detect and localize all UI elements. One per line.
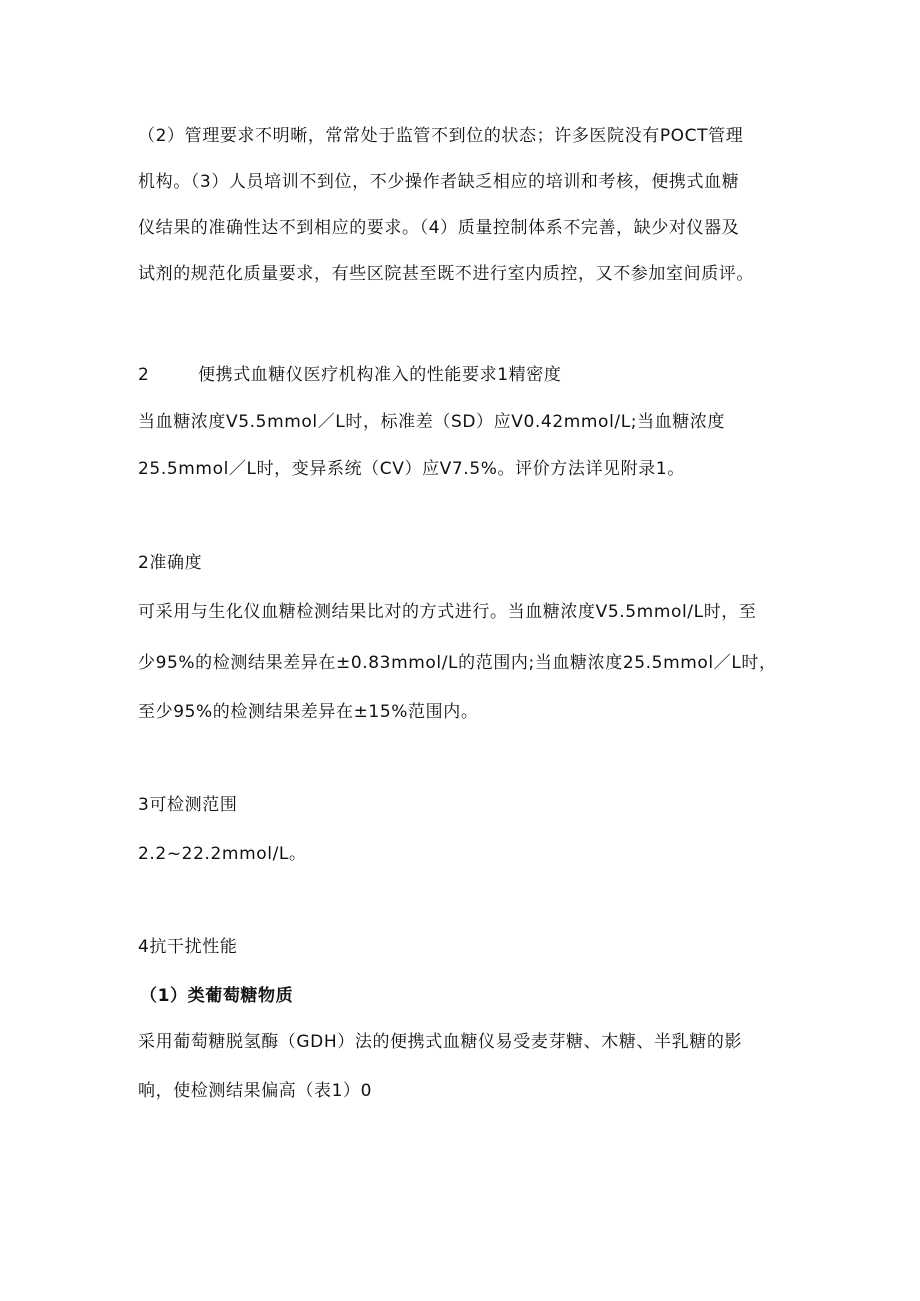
interference-line-2: 响，使检测结果偏高（表1）0 <box>138 1081 373 1101</box>
accuracy-line-3: 至少95%的检测结果差异在±15%范围内。 <box>138 702 479 722</box>
precision-line-1: 当血糖浓度V5.5mmol／L时，标准差（SD）应V0.42mmol/L;当血糖浓度 <box>138 412 726 432</box>
section2-number: 2 <box>138 365 150 385</box>
intro-line-4: 试剂的规范化质量要求，有些区院甚至既不进行室内质控，又不参加室间质评。 <box>138 264 754 284</box>
range-value: 2.2~22.2mmol/L。 <box>138 844 307 864</box>
precision-line-2: 25.5mmol／L时，变异系统（CV）应V7.5%。评价方法详见附录1。 <box>138 459 685 479</box>
intro-line-2: 机构。（3）人员培训不到位，不少操作者缺乏相应的培训和考核，便携式血糖 <box>138 172 740 192</box>
accuracy-line-2: 少95%的检测结果差异在±0.83mmol/L的范围内;当血糖浓度25.5mmol／L时， <box>138 653 777 673</box>
interference-subtitle: （1）类葡萄糖物质 <box>140 986 294 1006</box>
range-title: 3可检测范围 <box>138 795 238 815</box>
section2-title: 便携式血糖仪医疗机构准入的性能要求1精密度 <box>198 365 562 385</box>
section2-heading <box>138 363 561 387</box>
intro-line-3: 仪结果的准确性达不到相应的要求。（4）质量控制体系不完善，缺少对仪器及 <box>138 218 740 238</box>
interference-line-1: 采用葡萄糖脱氢酶（GDH）法的便携式血糖仪易受麦芽糖、木糖、半乳糖的影 <box>138 1032 743 1052</box>
interference-title: 4抗干扰性能 <box>138 937 238 957</box>
accuracy-line-1: 可采用与生化仪血糖检测结果比对的方式进行。当血糖浓度V5.5mmol/L时，至 <box>138 602 757 622</box>
accuracy-title: 2准确度 <box>138 553 203 573</box>
intro-line-1: （2）管理要求不明晰，常常处于监管不到位的状态；许多医院没有POCT管理 <box>138 126 744 146</box>
